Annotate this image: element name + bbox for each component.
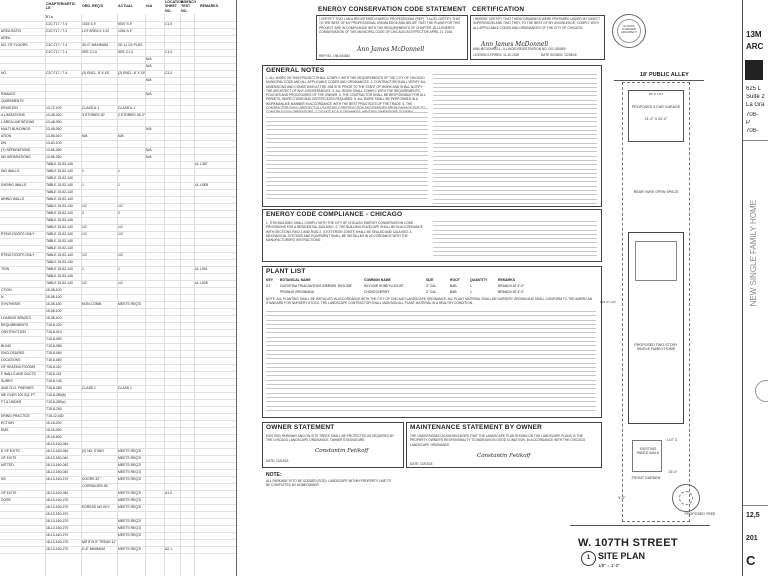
table-cell: 18-13-160-270	[46, 512, 69, 516]
table-cell: 1024 S.F.	[82, 22, 97, 26]
plant-list-row	[266, 284, 596, 289]
table-cell: 5007 S.F.	[118, 22, 133, 26]
table-cell: RTING ROOFS ONLY	[1, 253, 35, 257]
table-cell: DN	[1, 141, 6, 145]
plant-list-header: BOTANICAL NAME	[280, 278, 311, 282]
table-cell: C1.0	[165, 22, 173, 26]
table-cell: TABLE 15-52-140	[46, 176, 73, 180]
plant-list-cell: BRANCH AT 6'-0"	[498, 284, 525, 288]
table-cell: T15-8-280	[46, 386, 62, 390]
table-cell: OF HEATING ROOMS	[1, 365, 36, 369]
table-cell: NS	[1, 477, 6, 481]
table-cell: 1	[118, 183, 120, 187]
street-label: W. 107TH STREET	[578, 537, 678, 549]
table-cell: T15-8-060	[46, 351, 62, 355]
sheet-number: 12,5	[746, 512, 760, 519]
table-cell: 30'-0" MAXIMUM	[82, 43, 108, 47]
table-cell: LOCATIONS	[1, 358, 21, 362]
code-compliance-table	[0, 0, 237, 576]
plant-list-notes: NOTE: ALL PLANTING SHALL BE INSTALLED IN ACCORDANCE WITH THE CITY OF CHICAGO LANDSCAPE ORDINANCE. ALL PLANT MATERIAL SHALL BE NURSERY GROWN AND SHALL CONFORM TO THE AMERICAN STANDARD FOR NURSERY STOCK. THE LANDSCAPE CONTRACTOR SHALL MAINTAIN ALL PLANT MATERIAL IN A HEALTHY CONDITION.	[266, 297, 593, 306]
table-cell: TABLE 15-52-140	[46, 232, 73, 236]
table-cell: MEETS REQ'D	[118, 519, 142, 523]
site-plan-title: SITE PLAN	[598, 551, 646, 561]
plant-list-header: QUANTITY	[470, 278, 488, 282]
plant-list-cell: 3" CAL.	[426, 289, 438, 294]
table-cell: (2) NO. STAIR	[82, 449, 104, 453]
drawing-number-bubble: 1	[581, 551, 596, 566]
table-cell: 1	[82, 183, 84, 187]
plant-list-cell: 1	[470, 289, 472, 294]
table-cell: 15-08-100	[46, 288, 62, 292]
project-name-vertical	[749, 200, 763, 350]
table-cell: AREA RATIO	[1, 29, 22, 33]
table-cell: 18-13-160-040	[46, 449, 69, 453]
table-cell: MEETS REQ'D	[118, 449, 142, 453]
table-cell: BT.a	[46, 15, 53, 19]
table-cell: N/A	[82, 134, 88, 138]
table-cell: CTION	[1, 288, 12, 292]
table-cell: T15-8-115	[46, 372, 62, 376]
lot-width-dim: 25'-0" LOT	[648, 92, 664, 96]
table-cell: MEETS REQ'D	[118, 498, 142, 502]
plant-list-cell: PRUNUS VIRGINIANA	[280, 289, 314, 294]
certification-license: ANN MCDONNELL - ILLINOIS REGISTRATION NO. 001-020869	[473, 47, 566, 51]
table-cell: 13-56-280	[46, 155, 62, 159]
table-cell: 1/2	[82, 281, 87, 285]
table-cell: AREA	[1, 36, 11, 40]
table-cell: OF EXITS	[1, 491, 17, 495]
table-cell: ENCLOSURES	[1, 351, 25, 355]
certification-signature: Ann James McDonnell	[481, 41, 549, 48]
plant-list-cell: 3" CAL.	[426, 284, 438, 288]
garage	[628, 90, 684, 142]
table-cell: T15-12-030	[46, 414, 64, 418]
table-cell: SURES	[1, 379, 13, 383]
table-cell: 1/2	[118, 225, 123, 229]
table-cell: TABLE 15-52-140	[46, 239, 73, 243]
firm-address-3: La Gra	[746, 102, 765, 108]
table-cell: 18-13-160-270	[46, 505, 69, 509]
table-cell: ING WALLS	[1, 169, 20, 173]
table-cell: MEETS REQ'D	[118, 302, 142, 306]
table-cell: TABLE 15-52-140	[46, 246, 73, 250]
table-cell: 1/2	[82, 225, 87, 229]
energy-compliance-box	[262, 209, 602, 262]
firm-phone-label: P	[746, 120, 751, 126]
table-cell: N/A	[146, 92, 152, 96]
table-cell: 6'-8" MINIMUM	[82, 547, 105, 551]
table-cell: OF EXITS	[1, 456, 17, 460]
table-cell: T15-8-220	[46, 323, 62, 327]
table-cell: RMANCE	[1, 92, 16, 96]
table-cell: 18-13-160-040	[46, 470, 69, 474]
plant-list-header: KEY	[266, 278, 273, 282]
table-cell: T15-8-280(c)	[46, 400, 66, 404]
table-row	[0, 546, 236, 554]
table-cell: TABLE 15-52-140	[46, 260, 73, 264]
firm-address-2: Suite 2	[746, 94, 765, 100]
plant-list-row	[266, 290, 596, 295]
table-cell: 1284 S.F.	[118, 29, 133, 33]
table-cell: 2 STORIES 26'-0"	[118, 113, 146, 117]
table-cell: 15-08-100	[46, 295, 62, 299]
table-cell: 18-13-160-270	[46, 498, 69, 502]
table-cell: DOORS 32"	[82, 477, 101, 481]
table-cell: MITTED	[1, 463, 14, 467]
table-cell: 18-13-160-040	[46, 442, 69, 446]
plant-list-header-row	[266, 278, 596, 283]
table-cell: 18-13-160-040	[46, 491, 69, 495]
owner-statement-box	[262, 422, 404, 468]
table-cell: N	[1, 295, 4, 299]
table-cell: C1.0	[165, 50, 173, 54]
table-cell: C2C:T17 / 7.4	[46, 22, 68, 26]
owner-note-title: NOTE:	[266, 472, 282, 478]
north-arrow-icon	[755, 380, 768, 402]
table-cell: TION	[1, 267, 10, 271]
table-cell: ATION	[1, 134, 12, 138]
walk-dim: 5'-0"	[618, 496, 626, 500]
table-cell: CLASS 1	[82, 386, 96, 390]
plant-list-cell: CHOKECHERRY	[364, 289, 390, 294]
table-cell: A LIMITATIONS	[1, 113, 25, 117]
firm-address-1: 625 L	[746, 86, 762, 92]
table-cell: 13-60-100	[46, 141, 62, 145]
table-cell: EMS	[1, 428, 9, 432]
table-cell: TABLE 15-52-140	[46, 253, 73, 257]
table-cell: TABLE 15-52-140	[46, 218, 73, 222]
table-cell: 15-08-150	[46, 302, 62, 306]
lot-number: LOT 3	[667, 438, 677, 442]
owner-signature: Constantin Fetikoff	[315, 448, 369, 454]
table-cell: CORRIDORS 36"	[82, 484, 109, 488]
table-cell: 13-56-280	[46, 148, 62, 152]
table-cell: 3 STORIES 30'	[82, 113, 106, 117]
table-cell: 18-13-160-270	[46, 526, 69, 530]
maintenance-statement-body: THE UNDERSIGNED ACKNOWLEDGES THAT THE LANDSCAPE PLAN SHOWN ON THE LANDSCAPE PLANS IS THE PROPERTY OWNER'S RESPONSIBILITY TO MAINTAIN IN GOOD CONDITION, IN ACCORDANCE WITH THE CHICAGO LANDSCAPE ORDINANCE.	[410, 434, 586, 447]
site-plan-scale: 1/8" = 1'-0"	[598, 563, 620, 568]
table-cell: 18-13-160-270	[46, 547, 69, 551]
seal-text: ILLINOIS LICENSED ARCHITECT	[620, 24, 637, 35]
header-na: N/A	[146, 4, 153, 8]
table-cell: UL U305	[195, 183, 209, 187]
firm-name-line2: ARC	[746, 42, 764, 51]
garage-label: PROPOSED 2 CAR GARAGE	[631, 105, 681, 109]
table-cell: TABLE 15-52-140	[46, 281, 73, 285]
firm-logo	[745, 60, 763, 80]
table-cell: MEETS REQ'D	[118, 463, 142, 467]
table-cell: N/A	[146, 148, 152, 152]
general-notes-title: GENERAL NOTES	[266, 67, 325, 74]
table-cell: BLING	[1, 344, 12, 348]
table-cell: MEETS REQ'D	[118, 533, 142, 537]
table-cell: N/A	[146, 64, 152, 68]
table-cell: 18-13-160-270	[46, 477, 69, 481]
table-cell: T15-8-080	[46, 344, 62, 348]
table-cell: ERVATION	[1, 106, 18, 110]
table-cell: ND SEPARATIONS	[1, 155, 31, 159]
table-cell: A1.0	[165, 491, 172, 495]
plant-list-header: COMMON NAME	[364, 278, 391, 282]
table-cell: MEETS REQ'D	[118, 470, 142, 474]
table-cell: T15-8-110	[46, 365, 62, 369]
table-cell: REQUIREMENTS	[1, 323, 29, 327]
table-cell: 15-08-100	[46, 309, 62, 313]
table-cell: SYNTHESIS	[1, 302, 21, 306]
table-cell: 13-72-100	[46, 106, 62, 110]
table-cell: DORS	[1, 498, 11, 502]
table-cell: UL L501	[195, 267, 208, 271]
table-cell: SEE C1.0	[82, 50, 97, 54]
certification-title: CERTIFICATION	[472, 6, 525, 13]
table-cell: NO. OF FLOORS	[1, 43, 28, 47]
table-cell: A2.1	[165, 547, 172, 551]
table-cell: TABLE 15-52-140	[46, 225, 73, 229]
table-cell: MEETS REQ'D	[118, 547, 142, 551]
header-actual: ACTUAL	[118, 4, 133, 8]
table-cell: ECTION	[1, 421, 14, 425]
table-cell: 2	[118, 211, 120, 215]
table-cell: 1/2	[82, 253, 87, 257]
table-cell: 18-13-160-040	[46, 456, 69, 460]
table-cell: NON-COMB.	[82, 302, 102, 306]
table-cell: MEETS REQ'D	[118, 505, 142, 509]
header-agency-test: AGENCY TEST NO.	[181, 0, 197, 13]
existing-walk-label: EXISTING PAVED WALK	[636, 447, 660, 456]
setback-dim: 15'-0"	[668, 470, 678, 474]
table-cell: (2) ENCL. 8' X 18'	[118, 71, 146, 75]
table-cell: NG	[1, 71, 7, 75]
table-cell: TABLE 15-52-140	[46, 190, 73, 194]
table-cell: ARING WALLS	[1, 197, 25, 201]
table-cell: (2) ENCL. 8' X 18'	[82, 71, 110, 75]
table-cell: N/A	[146, 57, 152, 61]
table-cell: TABLE 15-52-140	[46, 183, 73, 187]
maintenance-statement-box	[406, 422, 602, 468]
table-cell: 1	[118, 267, 120, 271]
alley-label: 18' PUBLIC ALLEY	[640, 72, 689, 78]
table-cell: TABLE 15-52-140	[46, 162, 73, 166]
architect-seal	[612, 14, 646, 48]
energy-statement-body: I CERTIFY THAT I AM A REGISTERED ENERGY PROFESSIONAL (REP). "I ALSO CERTIFY THAT TO THE BEST OF MY PROFESSIONAL KNOWLEDGE AND BELIEF THAT THE PLANS FOR THIS PROJECT ARE IN COMPLIANCE WITH THE REQUIREMENTS OF CHAPTER 18-13 ENERGY CONSERVATION OF THE MUNICIPAL CODE OF CHICAGO AS EFFECTIVE APRIL 21, 2015.	[319, 17, 461, 34]
owner-note-body: ALL PARKWAY IS TO BE SODDED (SOD). LANDSCAPE WITHIN PROPERTY LINE TO BE COMPLETED BY HOMEOWNER	[266, 479, 392, 488]
table-cell: 18-13-160-270	[46, 533, 69, 537]
table-cell: 1/2	[118, 281, 123, 285]
table-cell: CLASS A-1	[118, 106, 136, 110]
table-cell: MEETS REQ'D	[118, 477, 142, 481]
table-cell: LOADING SPACES	[1, 316, 31, 320]
table-cell: RTING ROOFS ONLY	[1, 232, 35, 236]
table-cell: TABLE 15-52-140	[46, 211, 73, 215]
table-cell: N/A	[146, 155, 152, 159]
table-cell: 18-13-160-270	[46, 519, 69, 523]
rear-yard-label: REAR YARD OPEN SPACE	[633, 190, 679, 194]
energy-signature: Ann James McDonnell	[357, 46, 425, 53]
rep-number: REP NO. 198-004363	[319, 54, 350, 58]
energy-compliance-body: 1. THIS BUILDING SHALL COMPLY WITH THE CITY OF CHICAGO ENERGY CONSERVATION CODE PROVISIONS FOR A RESIDENTIAL BUILDING. 2. THE BUILDING ENVELOPE SHALL BE IN ACCORDANCE WITH SECTIONS R402.1 AND R402.2. 3. EXTERIOR JOINTS SHALL BE SEALED AND CAULKED. 4. MECHANICAL SYSTEMS AND EQUIPMENT SHALL BE INSTALLED IN ACCORDANCE WITH THE MANUFACTURER'S INSTRUCTIONS.	[266, 221, 423, 243]
table-cell: 1	[82, 169, 84, 173]
plant-list-header: SIZE	[426, 278, 434, 282]
tree-label: PROPOSED TREE	[684, 512, 716, 516]
plant-list-cell: ST	[266, 284, 271, 288]
sheet-id: C	[746, 553, 756, 568]
table-cell: T15-8-010	[46, 330, 62, 334]
table-cell: 13-48-090	[46, 120, 62, 124]
table-cell: MEETS REQ'D	[118, 491, 142, 495]
maintenance-statement-title: MAINTENANCE STATEMENT BY OWNER	[410, 424, 543, 431]
table-cell: C2C:T17 / 7.4	[46, 29, 68, 33]
table-cell: (Y) SEPARATIONS	[1, 148, 31, 152]
header-location-sheet: LOCATION SHEET NO.	[165, 0, 184, 13]
proposed-house	[628, 232, 684, 424]
table-cell: 13-56-010	[46, 134, 62, 138]
table-cell: SEE C1.0	[118, 50, 133, 54]
table-cell: T15-8-130	[46, 379, 62, 383]
table-cell: N/A	[118, 134, 124, 138]
certification-box	[470, 15, 605, 60]
table-cell: 2	[82, 211, 84, 215]
table-cell: ME OVER 100 SQ. FT	[1, 393, 36, 397]
front-garden-label: FRONT GARDEN	[631, 476, 661, 480]
plant-list-cell: GLEDITSIA TRIACANTHOS INERMIS 'SKYLINE'	[280, 284, 353, 288]
table-cell: TABLE 15-52-140	[46, 169, 73, 173]
firm-name-line1: 13M	[746, 30, 762, 39]
project-name: NEW SINGLE FAMILY HOME	[749, 200, 758, 307]
table-cell: 18-13-160-040	[46, 463, 69, 467]
table-cell: 1/2	[118, 253, 123, 257]
table-cell: 1	[118, 169, 120, 173]
table-cell: MEETS REQ'D	[118, 526, 142, 530]
certification-expires: LICENSE EXPIRES: 11-30-2020	[473, 53, 520, 57]
header-ord-reqd: ORD. REQ'D	[82, 4, 104, 8]
table-cell: MEETS REQ'D	[118, 456, 142, 460]
plant-list-cell: B&B	[450, 289, 457, 294]
table-cell: C2C:T17 / 7.4	[46, 50, 68, 54]
lot-depth-dim: 125'-0" LOT	[600, 300, 616, 304]
table-cell: 1/2	[118, 204, 123, 208]
plant-list-cell: SKYLINE HONEYLOCUST	[364, 284, 404, 288]
energy-statement-title: ENERGY CONSERVATION CODE STATEMENT	[318, 6, 467, 13]
maintenance-date: DATE: 12/02/18	[410, 462, 433, 466]
table-cell: T15-8-050	[46, 337, 62, 341]
plant-list-title: PLANT LIST	[266, 268, 306, 275]
table-cell: 18-13-160-270	[46, 540, 69, 544]
table-cell: 15-08-100	[46, 316, 62, 320]
table-cell: EARING WALLS	[1, 183, 27, 187]
table-cell: 15-16-630	[46, 435, 62, 439]
table-cell: C2C:T17 / 7.4	[46, 71, 68, 75]
table-cell: 1/2	[118, 232, 123, 236]
table-cell: 13-48-090	[46, 127, 62, 131]
table-cell: MR 8"/9.5" TREAD 11"	[82, 540, 116, 544]
table-cell: UL L387	[195, 162, 208, 166]
certification-date: DATE SIGNED: 12/28/18	[541, 53, 577, 57]
table-cell: L AREA LIMITATIONS	[1, 120, 35, 124]
energy-statement-box	[316, 15, 468, 60]
table-cell: 13-48-020	[46, 113, 62, 117]
table-cell: T15-8-290	[46, 407, 62, 411]
header-chapter: CHAPTER/ARTIC LE	[46, 2, 76, 11]
plant-list-box	[262, 266, 602, 418]
table-cell: UL L528	[195, 281, 208, 285]
energy-compliance-title: ENERGY CODE COMPLIANCE - CHICAGO	[266, 211, 403, 218]
general-notes-body: 1. ALL WORK ON THIS PROJECT SHALL COMPLY WITH THE REQUIREMENTS OF THE CITY OF CHICAGO MUNICIPAL CODE AND ALL APPLICABLE CODES AND ORDINANCES. 2. CONTRACTOR SHALL VERIFY ALL DIMENSIONS AND CONDITIONS AT THE JOB SITE PRIOR TO THE START OF WORK AND SHALL NOTIFY THE ARCHITECT OF ANY DISCREPANCIES. 3. ALL WORK SHALL COMPLY WITH THE REQUIREMENTS, POLICIES AND PROCEDURES OF THE OWNER. 4. THE CONTRACTOR SHALL BE RESPONSIBLE FOR ALL PERMITS, INSPECTIONS AND CERTIFICATES REQUIRED. 5. ALL WORK SHALL BE PERFORMED IN A WORKMANLIKE MANNER IN ACCORDANCE WITH THE BEST PRACTICES OF THE TRADE. 6. THE	[266, 76, 427, 106]
table-cell: CLASS 1	[118, 386, 132, 390]
plant-list-cell: B&B	[450, 284, 457, 288]
table-cell: LOT AREA X 1.20	[82, 29, 110, 33]
table-cell: 1	[82, 267, 84, 271]
table-cell: F WALLS AND DUCTS	[1, 372, 36, 376]
general-notes-box	[262, 65, 602, 207]
table-cell: ONSTRUCTION	[1, 330, 26, 334]
table-cell: TABLE 15-52-140	[46, 204, 73, 208]
plant-list-header: REMARKS	[498, 278, 516, 282]
table-cell: 1/2	[82, 232, 87, 236]
owner-statement-title: OWNER STATEMENT	[266, 424, 335, 431]
table-cell: C1.0	[165, 71, 173, 75]
table-cell: EGRESS NO KEY	[82, 505, 110, 509]
table-cell: CLASS A-1	[82, 106, 100, 110]
table-cell: TABLE 15-52-140	[46, 274, 73, 278]
owner-date: DATE: 12/02/18	[266, 459, 289, 463]
table-cell: N/A	[146, 127, 152, 131]
certification-body: I HEREBY CERTIFY THAT THESE DRAWINGS WERE PREPARED UNDER MY DIRECT SUPERVISION AND THAT THEY, TO THE BEST OF MY KNOWLEDGE, COMPLY WITH ALL APPLICABLE CODES AND ORDINANCES OF THE CITY OF CHICAGO.	[473, 17, 600, 30]
table-cell: E OF EXITS	[1, 449, 20, 453]
garage-dimension: 21'-0" X 20'-0"	[644, 117, 668, 121]
project-year: 201	[746, 535, 758, 542]
plant-list-cell: BRANCH AT 6'-0"	[498, 289, 525, 294]
firm-phone-1: 708-	[746, 112, 759, 118]
firm-phone-2: 708-	[746, 128, 759, 134]
table-cell: T15-8-280(b)	[46, 393, 66, 397]
table-cell: 1/2	[82, 204, 87, 208]
title-block	[742, 0, 768, 576]
existing-walk	[632, 440, 662, 472]
table-cell: ERING PRACTICE	[1, 414, 30, 418]
table-cell: T15-8-060	[46, 358, 62, 362]
tree-icon	[672, 484, 700, 512]
table-cell: 15-16-050	[46, 428, 62, 432]
table-cell: QUIREMENTS	[1, 99, 24, 103]
header-remarks: REMARKS	[200, 4, 219, 8]
table-cell: MULTI BUILDINGS	[1, 127, 31, 131]
table-cell: TABLE 15-52-140	[46, 197, 73, 201]
table-cell: FT & UNDER	[1, 400, 22, 404]
plant-list-header: ROOT	[450, 278, 460, 282]
maintenance-signature: Constantin Fetikoff	[477, 453, 531, 459]
house-label: PROPOSED TWO-STORY SINGLE FAMILY HOME	[634, 343, 678, 352]
plant-list-cell: 1	[470, 284, 472, 288]
table-cell: 26'-11 1/2 PLUS	[118, 43, 143, 47]
table-cell: C2C:T17 / 7.4	[46, 43, 68, 47]
table-cell: N/A	[146, 78, 152, 82]
table-cell: 15-16-230	[46, 421, 62, 425]
owner-statement-body: EXISTING PARKWAY AND ON-SITE TREES SHALL BE PROTECTED AS REQUIRED BY THE CHICAGO LANDSCAPE ORDINANCE. OWNER'S SIGNATURE:	[266, 434, 395, 443]
table-cell: AND CLG. FINISHES	[1, 386, 34, 390]
table-cell: TABLE 15-52-140	[46, 267, 73, 271]
